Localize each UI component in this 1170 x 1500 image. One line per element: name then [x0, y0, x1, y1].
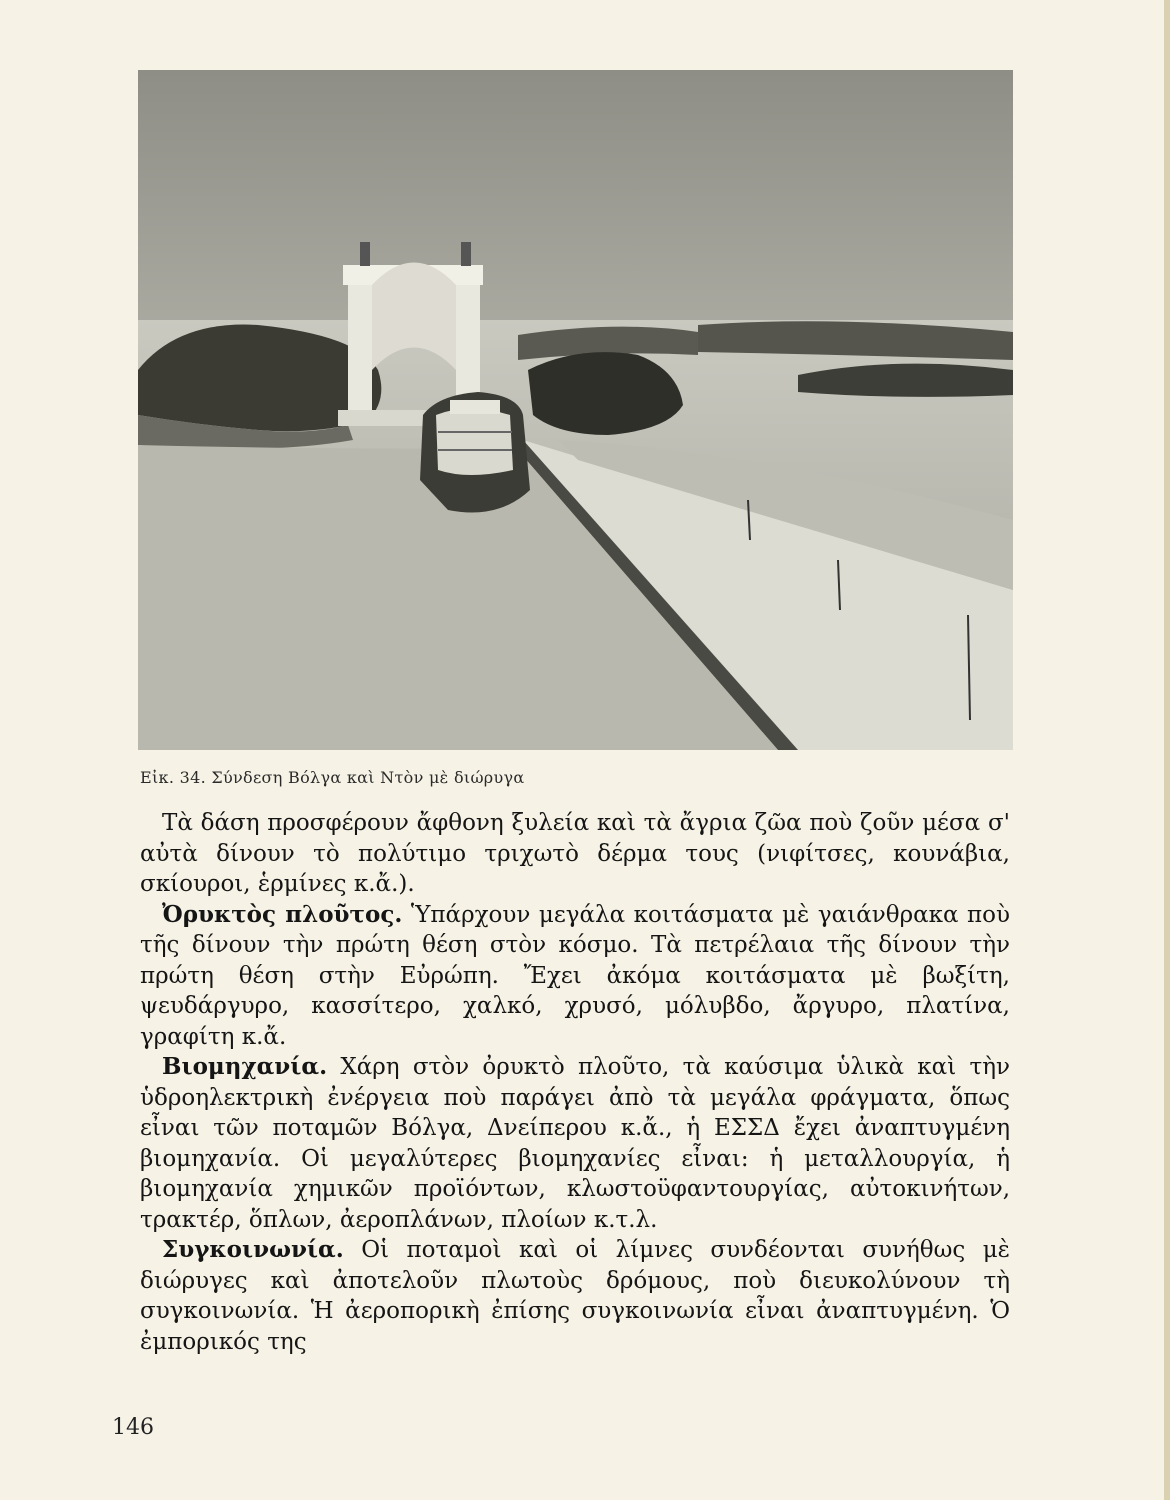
paragraph-forests — [140, 808, 1010, 900]
paragraph-text: Τὰ δάση προσφέρουν ἄφθονη ξυλεία καὶ τὰ ἄγρια ζῶα ποὺ ζοῦν μέσα σ' αὐτὰ δίνουν τὸ πολύτιμο τριχωτὸ δέρμα τους (νιφίτσες, κουνάβια, σκίουροι, ἑρμίνες κ.ἄ.). — [140, 810, 1010, 897]
section-heading: Βιομηχανία. — [162, 1053, 328, 1080]
canal-photo — [138, 70, 1013, 750]
paragraph-transport — [140, 1235, 1010, 1357]
section-heading: Συγκοινωνία. — [162, 1236, 344, 1263]
paragraph-industry — [140, 1052, 1010, 1235]
section-heading: Ὀρυκτὸς πλοῦτος. — [162, 900, 403, 928]
body-text — [140, 808, 1010, 1357]
paragraph-text: Ὑπάρχουν μεγάλα κοιτάσματα μὲ γαιάνθρακα ποὺ τῆς δίνουν τὴν πρώτη θέση στὸν κόσμο. Τὰ πετρέλαια τῆς δίνουν τὴν πρώτη θέση στὴν Εὐρώπη. Ἔχει ἀκόμα κοιτάσματα μὲ βωξίτη, ψευδάργυρο, κασσίτερο, χαλκό, χρυσό, μόλυβδο, ἄργυρο, πλατίνα, γραφίτη κ.ἄ. — [140, 901, 1010, 1050]
page-edge — [1164, 0, 1170, 1500]
paragraph-text: Χάρη στὸν ὀρυκτὸ πλοῦτο, τὰ καύσιμα ὑλικὰ καὶ τὴν ὑδροηλεκτρικὴ ἐνέργεια ποὺ παράγει ἀπὸ τὰ μεγάλα φράγματα, ὅπως εἶναι τῶν ποταμῶν Βόλγα, Δνείπερου κ.ἄ., ἡ ΕΣΣΔ ἔχει ἀναπτυγμένη βιομηχανία. Οἱ μεγαλύτερες βιομηχανίες εἶναι: ἡ μεταλλουργία, ἡ βιομηχανία χημικῶν προϊόντων, κλωστοϋφαντουργίας, αὐτοκινήτων, τρακτέρ, ὅπλων, ἀεροπλάνων, πλοίων κ.τ.λ. — [140, 1054, 1010, 1233]
page-number: 146 — [112, 1415, 154, 1440]
paragraph-text: Οἱ ποταμοὶ καὶ οἱ λίμνες συνδέονται συνήθως μὲ διώρυγες καὶ ἀποτελοῦν πλωτοὺς δρόμους, ποὺ διευκολύνουν τὴ συγκοινωνία. Ἡ ἀεροπορικὴ ἐπίσης συγκοινωνία εἶναι ἀναπτυγμένη. Ὁ ἐμπορικός της — [140, 1237, 1010, 1355]
figure-caption: Εἰκ. 34. Σύνδεση Βόλγα καὶ Ντὸν μὲ διώρυγα — [140, 768, 525, 787]
paragraph-mineral-wealth — [140, 900, 1010, 1053]
